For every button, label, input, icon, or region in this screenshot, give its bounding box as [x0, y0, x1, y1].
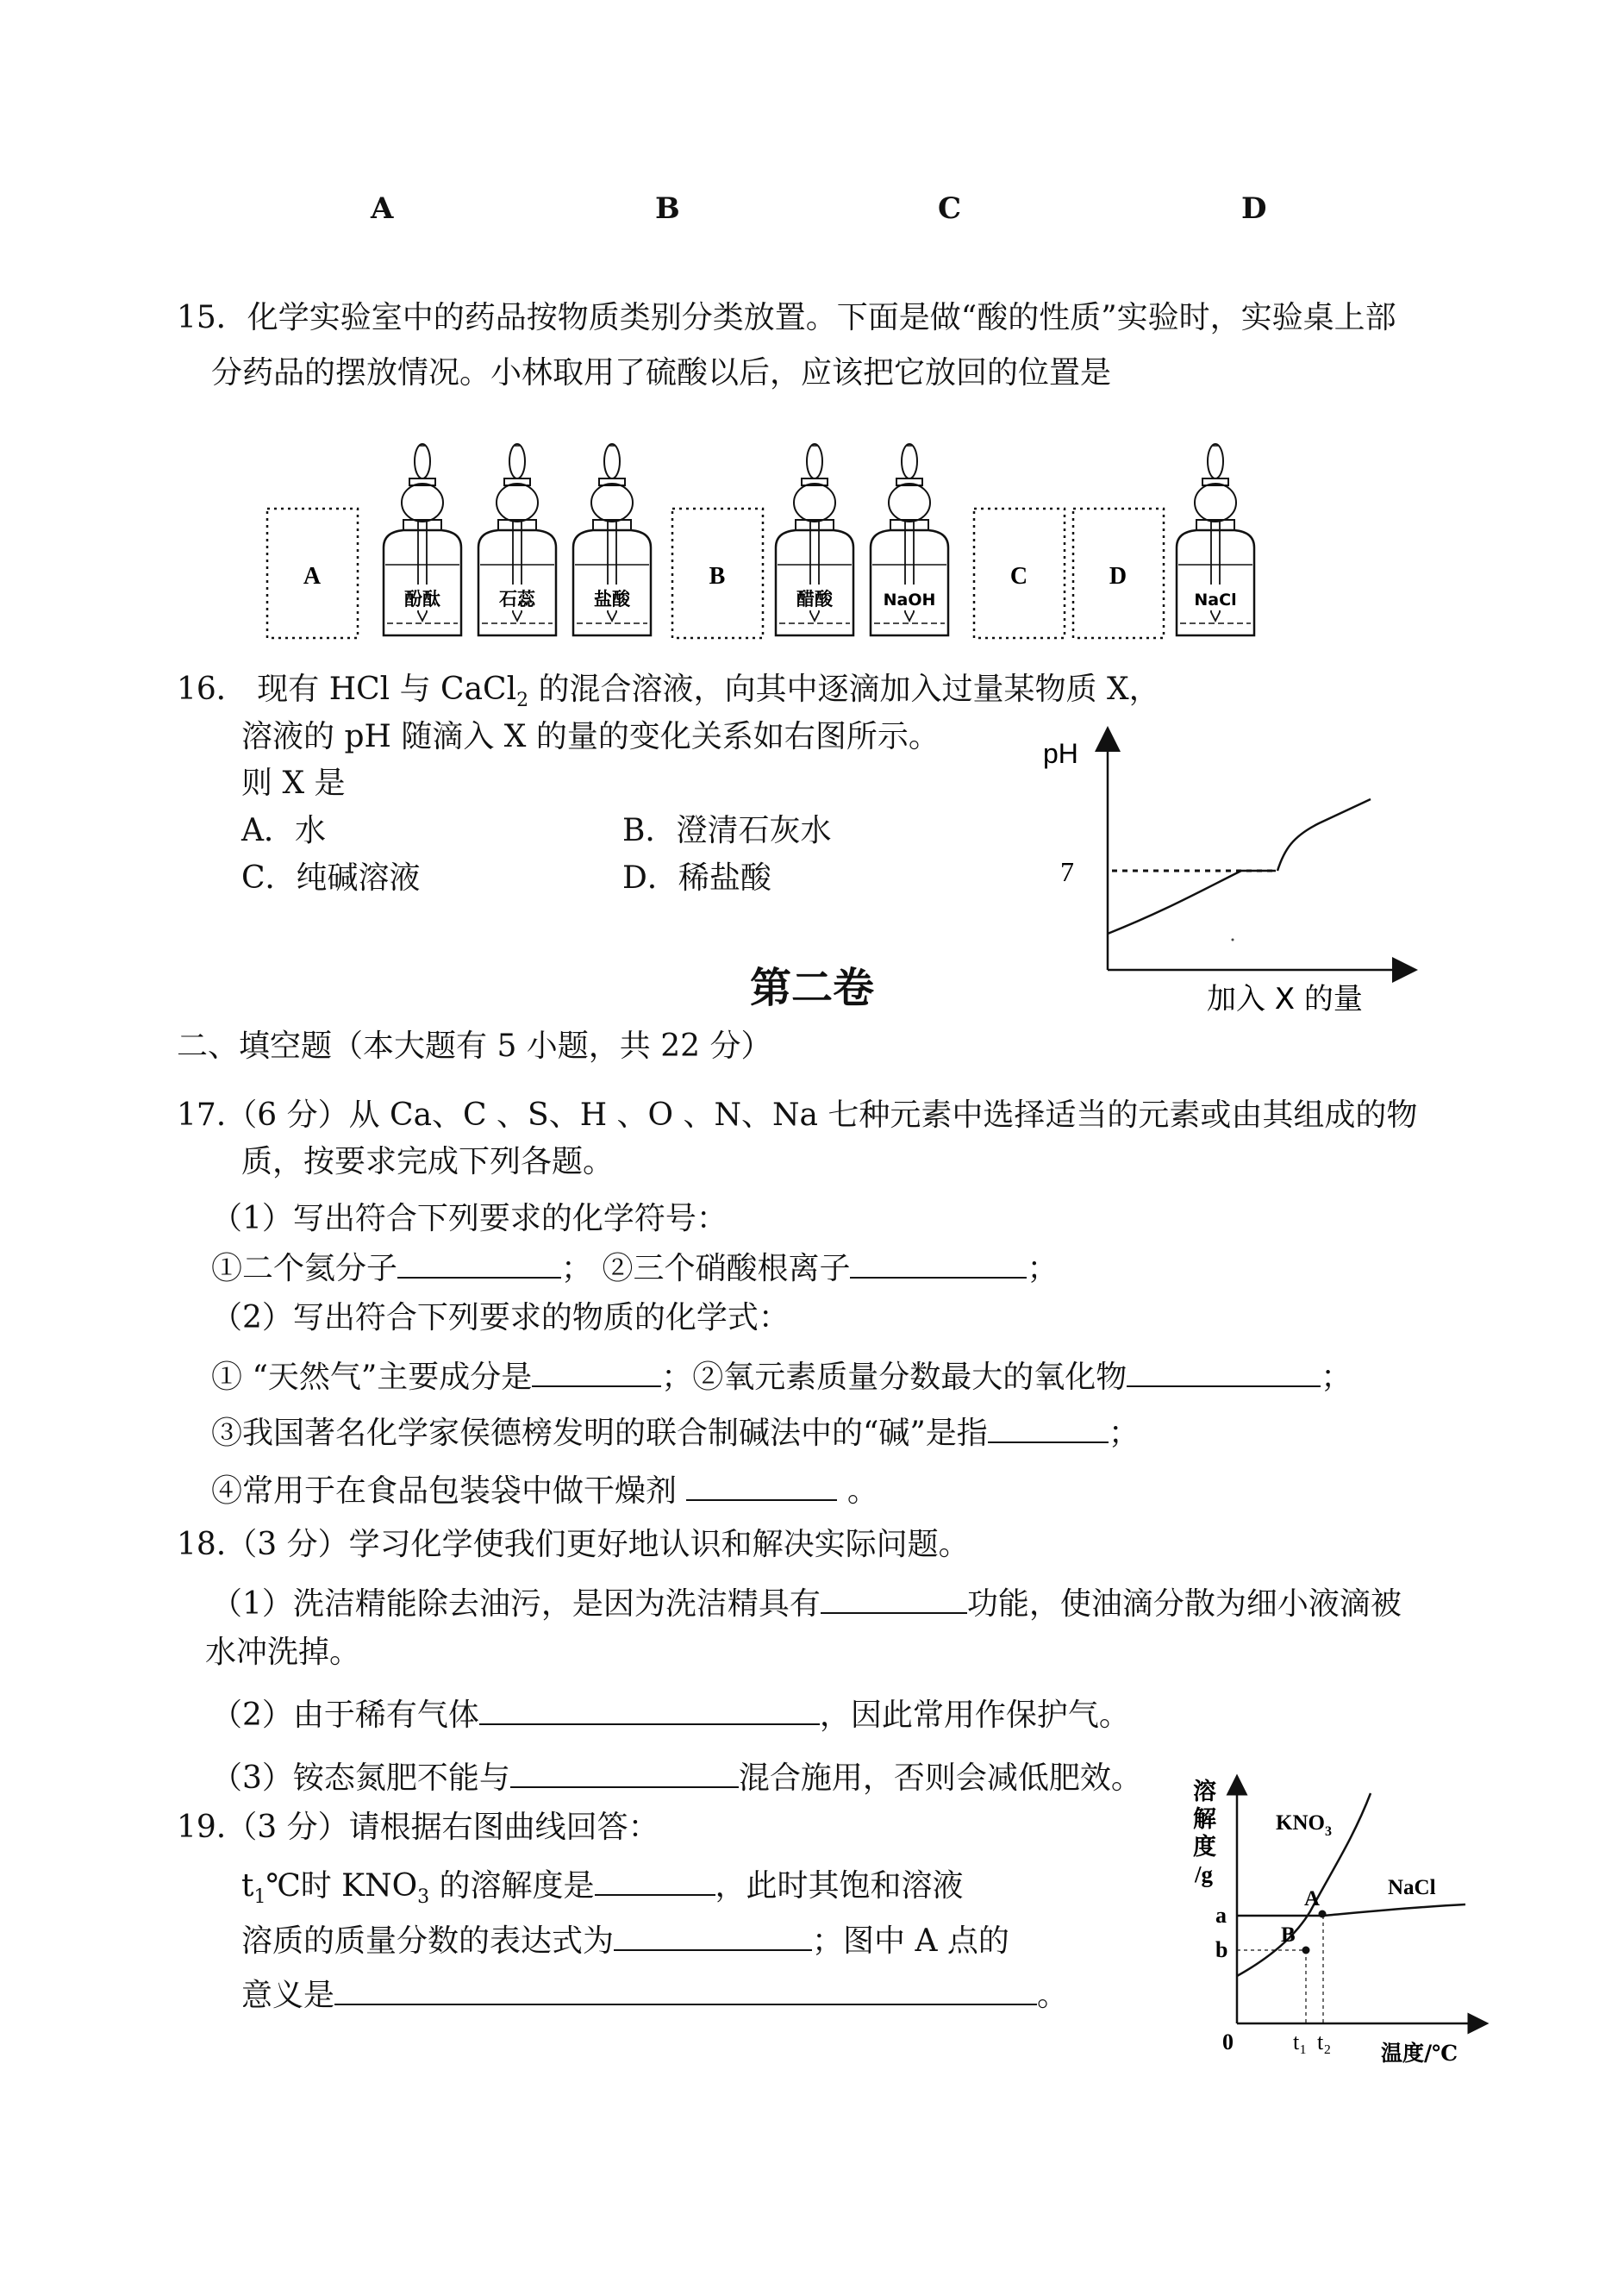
q15-slot-c: [974, 509, 1065, 638]
q15-bottle: [776, 444, 853, 635]
nacl-curve: [1237, 1904, 1465, 1916]
q17-part1-a: ①二个氦分子: [211, 1251, 398, 1286]
q18-blank-fertilizer[interactable]: [510, 1757, 739, 1788]
q19-l2-sub2: 3: [417, 1886, 430, 1909]
top-option-b: B: [655, 191, 680, 226]
q19-l2-sub: 1: [253, 1886, 266, 1909]
q15-bottle: [573, 444, 651, 635]
q19-blank-expression[interactable]: [614, 1920, 812, 1951]
q17-part1-end: ；: [1027, 1251, 1059, 1286]
sol-tick-b: b: [1215, 1937, 1228, 1962]
top-option-a: A: [371, 191, 394, 226]
q15-bottle: [1177, 444, 1254, 635]
q17-blank-desiccant[interactable]: [686, 1470, 837, 1501]
q17-blank-helium[interactable]: [397, 1248, 561, 1279]
q19-l4-a: 意义是: [241, 1978, 335, 2013]
q17-blank-natural-gas[interactable]: [532, 1356, 661, 1387]
q18-part3-line: [211, 1757, 1142, 1798]
q19-line4: [241, 1974, 1068, 2015]
q17-line1: 17.（6 分）从 Ca、C 、S、H 、O 、N、Na 七种元素中选择适当的元素或由其组成的物: [177, 1097, 1418, 1133]
q18-part1-a: （1）洗洁精能除去油污，是因为洗洁精具有: [211, 1586, 821, 1622]
q16-line1: [177, 671, 1160, 720]
q15-bottle-label: 盐酸: [594, 589, 630, 610]
q16-line1-b: 的混合溶液，向其中逐滴加入过量某物质 X，: [528, 672, 1160, 707]
q16-ph-graph: [1026, 720, 1422, 1017]
q16-line2: 溶液的 pH 随滴入 X 的量的变化关系如右图所示。: [241, 719, 940, 754]
q18-blank-function[interactable]: [821, 1583, 967, 1614]
q18-part2-b: ，因此常用作保护气。: [819, 1698, 1130, 1733]
q19-l2-b: ℃时 KNO: [265, 1868, 418, 1904]
ph-curve-rising: [1108, 871, 1276, 934]
q17-part2-d: ④常用于在食品包装袋中做干燥剂: [211, 1473, 687, 1509]
q15-bottle: [478, 444, 556, 635]
q15-bottle-label: NaCl: [1194, 591, 1237, 610]
q16-line3: 则 X 是: [241, 766, 346, 801]
q19-l4-b: 。: [1037, 1978, 1069, 2013]
q17-part2-d-end: 。: [837, 1473, 878, 1509]
q18-part2-line: [211, 1694, 1130, 1735]
q19-l2-d: ，此时其饱和溶液: [715, 1868, 964, 1904]
q15-shelf-figure: [259, 435, 1293, 647]
q19-l3-b: ；图中 A 点的: [812, 1923, 1009, 1959]
ph-y-label: pH: [1043, 738, 1078, 769]
q17-part2-c-end: ；: [1108, 1416, 1140, 1451]
q16-line1-sub: 2: [516, 690, 529, 712]
ph-seven-label: 7: [1060, 856, 1074, 887]
q18-line1: 18.（3 分）学习化学使我们更好地认识和解决实际问题。: [177, 1527, 970, 1562]
sol-origin: 0: [1222, 2029, 1234, 2054]
q15-bottle-label: 石蕊: [499, 589, 535, 610]
q16-option-a: A．水: [241, 813, 326, 848]
section2-subtitle: 二、填空题（本大题有 5 小题，共 22 分）: [177, 1029, 772, 1064]
q15-bottle-label: NaOH: [883, 591, 936, 610]
top-option-d: D: [1241, 191, 1267, 226]
ph-x-label: 加入 X 的量: [1207, 982, 1363, 1016]
q15-line1: 15．化学实验室中的药品按物质类别分类放置。下面是做“酸的性质”实验时，实验桌上部: [177, 300, 1396, 335]
ph-dot: [1232, 939, 1234, 941]
q17-part2-line-c: [211, 1412, 1140, 1453]
sol-point-a-label: A: [1304, 1887, 1321, 1910]
q17-part2-line-d: [211, 1470, 878, 1510]
q18-part2-a: （2）由于稀有气体: [211, 1698, 479, 1733]
q17-part1-line: [211, 1248, 1058, 1288]
q17-part2-heading: （2）写出符合下列要求的物质的化学式：: [211, 1300, 790, 1335]
q15-slot-label: A: [303, 563, 322, 590]
section2-title: 第二卷: [750, 964, 875, 1012]
q18-part3-b: 混合施用，否则会减低肥效。: [738, 1760, 1142, 1796]
sol-y-label-4: /g: [1195, 1861, 1214, 1887]
q17-blank-alkali[interactable]: [988, 1412, 1109, 1443]
q16-line1-a: 16． 现有 HCl 与 CaCl: [177, 672, 517, 707]
sol-point-b-label: B: [1281, 1923, 1296, 1947]
q15-line2: 分药品的摆放情况。小林取用了硫酸以后，应该把它放回的位置是: [211, 355, 1112, 391]
q17-part1-sep: ； ②三个硝酸根离子: [561, 1251, 851, 1286]
q17-part2-b: ；②氧元素质量分数最大的氧化物: [661, 1360, 1127, 1395]
q17-blank-nitrate[interactable]: [850, 1248, 1027, 1279]
q16-option-d: D．稀盐酸: [622, 860, 771, 896]
q19-l2-a: t: [241, 1868, 254, 1904]
ph-curve-upper: [1277, 799, 1371, 871]
q15-bottle-label: 醋酸: [796, 589, 833, 610]
nacl-label: NaCl: [1388, 1876, 1436, 1899]
sol-t1: t₁: [1293, 2029, 1308, 2054]
q19-l2-c: 的溶解度是: [429, 1868, 595, 1904]
q17-blank-oxide[interactable]: [1127, 1356, 1321, 1387]
sol-tick-a: a: [1215, 1903, 1227, 1928]
q18-part1-b: 功能，使油滴分散为细小液滴被: [966, 1586, 1402, 1622]
q19-blank-solubility[interactable]: [595, 1865, 715, 1896]
q19-line2: [241, 1865, 964, 1917]
q15-slot-label: B: [709, 563, 726, 590]
q16-option-c: C．纯碱溶液: [241, 860, 421, 896]
q15-slot-label: D: [1109, 563, 1127, 590]
q17-part2-c: ③我国著名化学家侯德榜发明的联合制碱法中的“碱”是指: [211, 1416, 988, 1451]
q15-bottle-label: 酚酞: [404, 589, 440, 610]
q17-part1-heading: （1）写出符合下列要求的化学符号：: [211, 1201, 728, 1236]
q18-part3-a: （3）铵态氮肥不能与: [211, 1760, 510, 1796]
q17-part2-line-a: [211, 1356, 1352, 1397]
q19-l3-a: 溶质的质量分数的表达式为: [241, 1923, 615, 1959]
top-option-c: C: [938, 191, 962, 226]
q15-slot-b: [672, 509, 763, 638]
sol-x-label: 温度/℃: [1381, 2041, 1458, 2066]
q19-blank-meaning[interactable]: [334, 1974, 1037, 2005]
q15-slot-label: C: [1009, 563, 1028, 590]
q19-line1: 19.（3 分）请根据右图曲线回答：: [177, 1810, 659, 1845]
q15-bottle: [871, 444, 948, 635]
kno3-label: $KNO_3$: [1276, 1811, 1332, 1839]
q18-part1-line: [211, 1583, 1402, 1623]
q17-part2-a: ① “天然气”主要成分是: [211, 1360, 533, 1395]
q16-option-b: B．澄清石灰水: [622, 813, 832, 848]
sol-y-label-3: 度: [1193, 1834, 1216, 1860]
q15-bottle: [384, 444, 461, 635]
sol-point-a: [1319, 1910, 1327, 1918]
sol-y-label-1: 溶: [1193, 1779, 1216, 1805]
q15-slot-a: [267, 509, 358, 638]
q18-blank-noble-gas[interactable]: [479, 1694, 820, 1725]
q15-slot-d: [1073, 509, 1164, 638]
q18-part1-c: 水冲洗掉。: [205, 1635, 361, 1670]
sol-t2: t₂: [1317, 2029, 1332, 2054]
sol-point-b: [1302, 1947, 1310, 1954]
q19-solubility-graph: [1190, 1769, 1500, 2088]
q19-line3: [241, 1920, 1009, 1960]
q17-line2: 质，按要求完成下列各题。: [241, 1144, 615, 1179]
q17-part2-b-end: ；: [1321, 1360, 1352, 1395]
sol-y-label-2: 解: [1193, 1806, 1216, 1833]
